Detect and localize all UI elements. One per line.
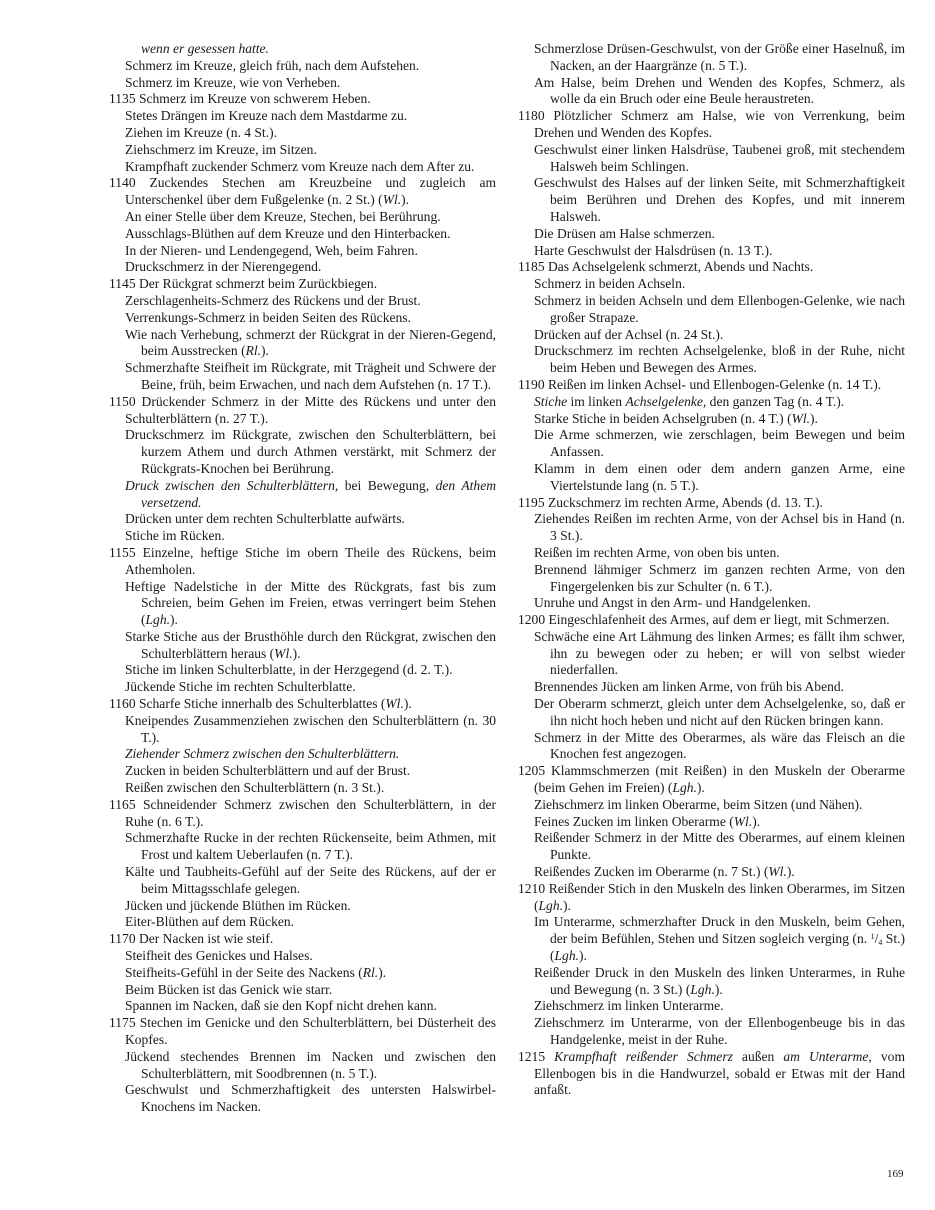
symptom-entry: Schmerz im Kreuze, wie von Verheben. xyxy=(125,74,341,90)
symptom-entry: Ausschlags-Blüthen auf dem Kreuze und den Hinterbacken. xyxy=(125,225,451,241)
symptom-entry: An einer Stelle über dem Kreuze, Stechen, bei Berührung. xyxy=(125,208,441,224)
symptom-entry: Beim Bücken ist das Genick wie starr. xyxy=(125,981,333,997)
numbered-symptom-entry: 1195 Zuckschmerz im rechten Arme, Abends (d. 13. T.). xyxy=(518,494,823,510)
symptom-entry: Druckschmerz im rechten Achselgelenke, bloß in der Ruhe, nicht beim Heben und Bewegen des Armes. xyxy=(534,343,905,376)
symptom-entry: Schmerzlose Drüsen-Geschwulst, von der Größe einer Haselnuß, im Nacken, an der Haargränze (n. 5 T.). xyxy=(534,41,905,73)
symptom-entry: Brennendes Jücken am linken Arme, von früh bis Abend. xyxy=(534,679,845,695)
symptom-entry: Jückende Stiche im rechten Schulterblatte. xyxy=(125,679,356,695)
numbered-symptom-entry: 1190 Reißen im linken Achsel- und Ellenbogen-Gelenke (n. 14 T.). xyxy=(518,376,882,392)
symptom-entry: Stiche im linken Schulterblatte, in der Herzgegend (d. 2. T.). xyxy=(125,662,453,678)
symptom-entry: Schmerz in der Mitte des Oberarmes, als wäre das Fleisch an die Knochen fest angezogen. xyxy=(534,729,905,762)
symptom-entry: Kälte und Taubheits-Gefühl auf der Seite des Rückens, auf der er beim Mittagsschlafe gelegen. xyxy=(125,864,496,896)
continuation-line: wenn er gesessen hatte. xyxy=(141,41,269,56)
symptom-entry: Drücken unter dem rechten Schulterblatte aufwärts. xyxy=(125,511,405,527)
symptom-entry: Jückend stechendes Brennen im Nacken und zwischen den Schulterblättern, mit Soodbrennen (n. 5 T.). xyxy=(125,1048,496,1081)
numbered-symptom-entry: 1215 Krampfhaft reißender Schmerz außen am Unterarme, vom Ellenbogen bis in die Handwurzel, sobald er Etwas mit der Hand anfaßt. xyxy=(518,1048,905,1098)
symptom-entry: Schmerzhafte Steifheit im Rückgrate, mit Trägheit und Schwere der Beine, früh, beim Erwachen, und nach dem Aufstehen (n. 17 T.). xyxy=(125,360,496,392)
symptom-entry: Ziehen im Kreuze (n. 4 St.). xyxy=(125,124,277,140)
numbered-symptom-entry: 1185 Das Achselgelenk schmerzt, Abends und Nachts. xyxy=(518,259,814,275)
symptom-entry: Brennend lähmiger Schmerz im ganzen rechten Arme, von den Fingergelenken bis zur Schulter (n. 6 T.). xyxy=(534,561,905,594)
symptom-entry: Reißender Druck in den Muskeln des linken Unterarmes, in Ruhe und Bewegung (n. 3 St.) (Lgh.). xyxy=(534,964,905,997)
symptom-entry: Geschwulst und Schmerzhaftigkeit des untersten Halswirbel-Knochens im Nacken. xyxy=(125,1082,496,1115)
left-column xyxy=(109,41,496,1116)
symptom-entry: Harte Geschwulst der Halsdrüsen (n. 13 T.). xyxy=(534,242,773,258)
symptom-entry: Reißen zwischen den Schulterblättern (n. 3 St.). xyxy=(125,780,385,796)
symptom-entry: Unruhe und Angst in den Arm- und Handgelenken. xyxy=(534,595,811,611)
symptom-entry: Die Arme schmerzen, wie zerschlagen, beim Bewegen und beim Anfassen. xyxy=(534,427,905,460)
symptom-entry: Schmerz in beiden Achseln und dem Ellenbogen-Gelenke, wie nach großer Strapaze. xyxy=(534,292,905,325)
symptom-entry: Druckschmerz im Rückgrate, zwischen den Schulterblättern, bei kurzem Athem und durch Athmen verstärkt, mit Schmerz der Rückgrats-Knochen bei Berührung. xyxy=(125,427,496,476)
symptom-entry: Feines Zucken im linken Oberarme (Wl.). xyxy=(534,813,761,829)
numbered-symptom-entry: 1205 Klammschmerzen (mit Reißen) in den Muskeln der Oberarme (beim Gehen im Freien) (Lgh.). xyxy=(518,763,905,796)
symptom-entry: Ziehschmerz im Unterarme, von der Ellenbogenbeuge bis in das Handgelenke, meist in der Ruhe. xyxy=(534,1015,905,1048)
right-column xyxy=(518,41,905,1099)
symptom-entry: Wie nach Verhebung, schmerzt der Rückgrat in der Nieren-Gegend, beim Ausstrecken (Rl.). xyxy=(125,326,496,359)
numbered-symptom-entry: 1180 Plötzlicher Schmerz am Halse, wie von Verrenkung, beim Drehen und Wenden des Kopfes. xyxy=(518,108,905,140)
symptom-entry: Schmerz im Kreuze, gleich früh, nach dem Aufstehen. xyxy=(125,57,420,73)
symptom-entry: Stiche im linken Achselgelenke, den ganzen Tag (n. 4 T.). xyxy=(534,393,845,409)
numbered-symptom-entry: 1165 Schneidender Schmerz zwischen den Schulterblättern, in der Ruhe (n. 6 T.). xyxy=(109,796,496,829)
numbered-symptom-entry: 1145 Der Rückgrat schmerzt beim Zurückbiegen. xyxy=(109,276,378,292)
numbered-symptom-entry: 1200 Eingeschlafenheit des Armes, auf dem er liegt, mit Schmerzen. xyxy=(518,612,890,628)
symptom-entry: Der Oberarm schmerzt, gleich unter dem Achselgelenke, so, daß er ihn nicht hoch heben und nicht auf den Rücken bringen kann. xyxy=(534,696,905,728)
symptom-entry: Ziehschmerz im linken Oberarme, beim Sitzen (und Nähen). xyxy=(534,796,863,812)
symptom-entry: Schmerz in beiden Achseln. xyxy=(534,276,686,292)
symptom-entry: Die Drüsen am Halse schmerzen. xyxy=(534,225,715,241)
symptom-entry: Druckschmerz in der Nierengegend. xyxy=(125,259,322,275)
numbered-symptom-entry: 1155 Einzelne, heftige Stiche im obern Theile des Rückens, beim Athemholen. xyxy=(109,544,497,577)
symptom-entry: Starke Stiche in beiden Achselgruben (n. 4 T.) (Wl.). xyxy=(534,410,818,426)
numbered-symptom-entry: 1140 Zuckendes Stechen am Kreuzbeine und zugleich am Unterschenkel über dem Fußgelenke (n. 2 St.) (Wl.). xyxy=(109,175,496,208)
symptom-entry: Ziehendes Reißen im rechten Arme, von der Achsel bis in Hand (n. 3 St.). xyxy=(534,511,905,544)
symptom-entry: Stetes Drängen im Kreuze nach dem Mastdarme zu. xyxy=(125,108,408,124)
symptom-entry: Starke Stiche aus der Brusthöhle durch den Rückgrat, zwischen den Schulterblättern heraus (Wl.). xyxy=(125,628,496,661)
symptom-entry: Drücken auf der Achsel (n. 24 St.). xyxy=(534,326,724,342)
symptom-entry: In der Nieren- und Lendengegend, Weh, beim Fahren. xyxy=(125,242,418,258)
symptom-entry: Eiter-Blüthen auf dem Rücken. xyxy=(125,914,295,930)
symptom-entry: Krampfhaft zuckender Schmerz vom Kreuze nach dem After zu. xyxy=(125,158,475,174)
symptom-entry: Stiche im Rücken. xyxy=(125,528,225,544)
symptom-entry: Verrenkungs-Schmerz in beiden Seiten des Rückens. xyxy=(125,309,411,325)
symptom-entry: Geschwulst des Halses auf der linken Seite, mit Schmerzhaftigkeit beim Berühren und Drehen des Kopfes, und mit innerem Halsweh. xyxy=(534,175,905,224)
symptom-entry: Zucken in beiden Schulterblättern und auf der Brust. xyxy=(125,763,411,779)
symptom-entry: Steifheits-Gefühl in der Seite des Nackens (Rl.). xyxy=(125,964,387,980)
symptom-entry: Reißender Schmerz in der Mitte des Oberarmes, auf einem kleinen Punkte. xyxy=(534,830,905,863)
numbered-symptom-entry: 1170 Der Nacken ist wie steif. xyxy=(109,931,274,947)
symptom-entry: Im Unterarme, schmerzhafter Druck in den Muskeln, beim Gehen, der beim Befühlen, Stehen und Sitzen sogleich verging (n. $^1/_4$ St.) (Lgh.). xyxy=(534,914,905,964)
symptom-entry: Reißen im rechten Arme, von oben bis unten. xyxy=(534,544,780,560)
symptom-entry: Schmerzhafte Rucke in der rechten Rückenseite, beim Athmen, mit Frost und kaltem Ueberlaufen (n. 7 T.). xyxy=(125,830,496,863)
symptom-entry: Zerschlagenheits-Schmerz des Rückens und der Brust. xyxy=(125,292,421,308)
symptom-entry: Ziehschmerz im Kreuze, im Sitzen. xyxy=(125,141,317,157)
symptom-entry: Ziehender Schmerz zwischen den Schulterblättern. xyxy=(125,746,400,762)
numbered-symptom-entry: 1210 Reißender Stich in den Muskeln des linken Oberarmes, im Sitzen (Lgh.). xyxy=(518,880,905,913)
numbered-symptom-entry: 1160 Scharfe Stiche innerhalb des Schulterblattes (Wl.). xyxy=(109,696,412,712)
symptom-entry: Schwäche eine Art Lähmung des linken Armes; es fällt ihm schwer, ihn zu bewegen oder zu heben; er will von selbst wieder niederfallen. xyxy=(534,628,905,678)
symptom-entry: Reißendes Zucken im Oberarme (n. 7 St.) (Wl.). xyxy=(534,864,795,880)
symptom-entry: Kneipendes Zusammenziehen zwischen den Schulterblättern (n. 30 T.). xyxy=(125,712,496,745)
symptom-entry: Am Halse, beim Drehen und Wenden des Kopfes, Schmerz, als wolle da ein Bruch oder eine Beule heraustreten. xyxy=(534,74,905,107)
symptom-entry: Jücken und jückende Blüthen im Rücken. xyxy=(125,897,351,913)
symptom-entry: Steifheit des Genickes und Halses. xyxy=(125,948,313,964)
numbered-symptom-entry: 1135 Schmerz im Kreuze von schwerem Heben. xyxy=(109,91,371,107)
symptom-entry: Klamm in dem einen oder dem andern ganzen Arme, eine Viertelstunde lang (n. 5 T.). xyxy=(534,460,905,493)
numbered-symptom-entry: 1150 Drückender Schmerz in der Mitte des Rückens und unter den Schulterblättern (n. 27 T.). xyxy=(109,393,496,426)
symptom-entry: Druck zwischen den Schulterblättern, bei Bewegung, den Athem versetzend. xyxy=(125,477,496,510)
page-number: 169 xyxy=(887,1168,904,1180)
symptom-entry: Heftige Nadelstiche in der Mitte des Rückgrats, fast bis zum Schreien, beim Gehen im Freien, etwas verringert beim Stehen (Lgh.). xyxy=(125,578,496,628)
symptom-entry: Geschwulst einer linken Halsdrüse, Taubenei groß, mit stechendem Halsweh beim Schlingen. xyxy=(534,141,905,174)
symptom-entry: Spannen im Nacken, daß sie den Kopf nicht drehen kann. xyxy=(125,998,437,1014)
numbered-symptom-entry: 1175 Stechen im Genicke und den Schulterblättern, bei Düsterheit des Kopfes. xyxy=(109,1015,496,1048)
symptom-entry: Ziehschmerz im linken Unterarme. xyxy=(534,998,724,1014)
